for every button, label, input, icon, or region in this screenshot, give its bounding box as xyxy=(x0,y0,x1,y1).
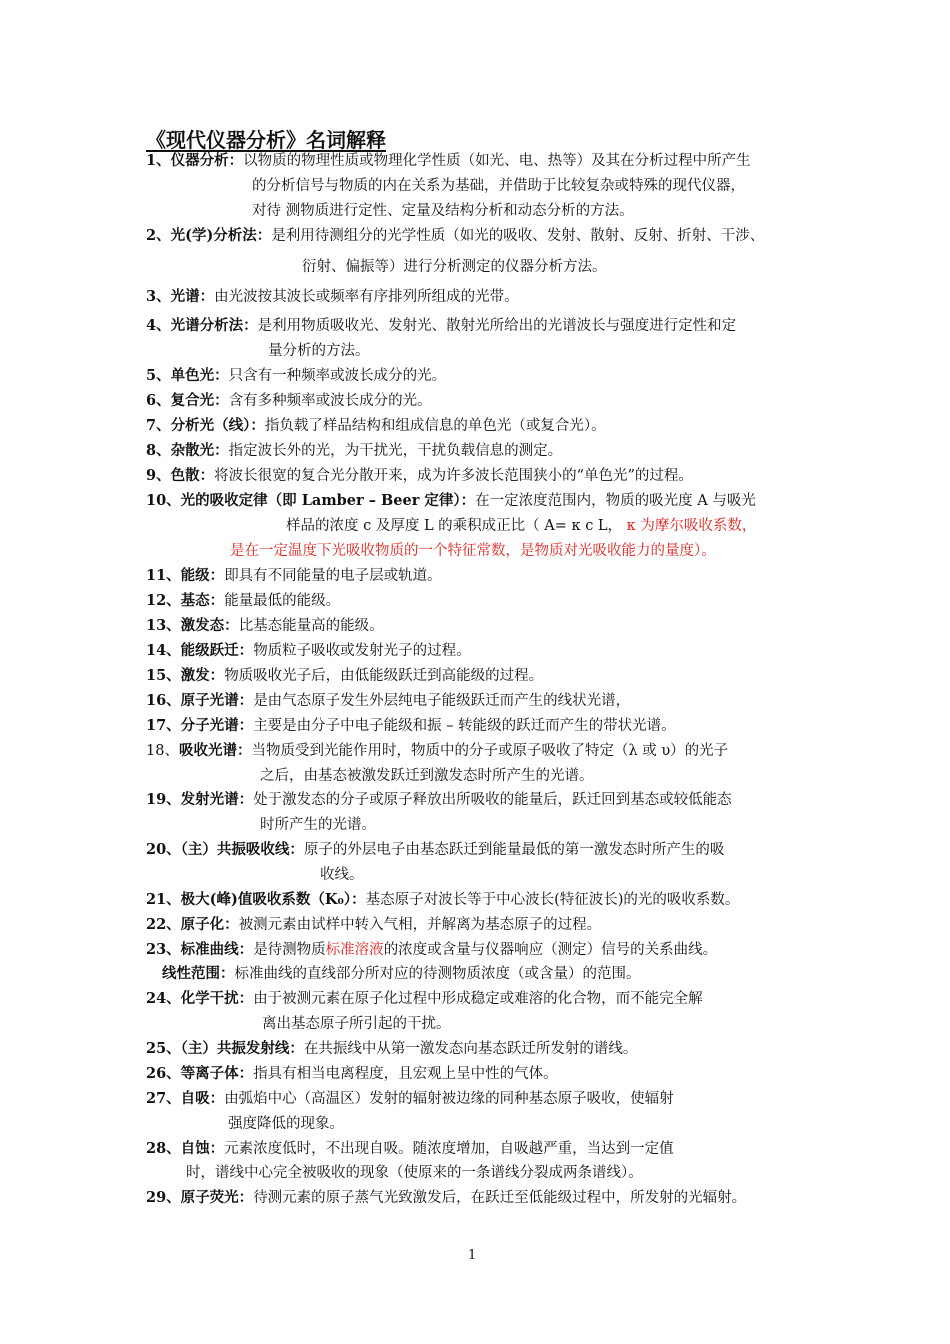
definition-text: 收线。 xyxy=(320,867,364,883)
page-title: 《现代仪器分析》名词解释 xyxy=(146,128,386,152)
text-line xyxy=(146,566,442,586)
definition-text: 物质吸收光子后，由低能级跃迁到高能级的过程。 xyxy=(224,668,544,684)
term-label: 5、单色光： xyxy=(146,367,229,384)
definition-text: 物质粒子吸收或发射光子的过程。 xyxy=(253,643,471,659)
text-line xyxy=(162,964,641,984)
text-line xyxy=(146,1188,746,1208)
text-line xyxy=(146,641,471,661)
term-label: 12、基态： xyxy=(146,592,225,609)
definition-text: 衍射、偏振等）进行分析测定的仪器分析方法。 xyxy=(302,259,607,275)
text-line xyxy=(146,1064,558,1084)
definition-text: 只含有一种频率或波长成分的光。 xyxy=(228,368,447,384)
term-label: 6、复合光： xyxy=(146,392,229,409)
text-line xyxy=(146,441,562,461)
term-label: 16、原子光谱： xyxy=(146,692,254,709)
definition-text: 的浓度或含量与仪器响应（测定）信号的关系曲线。 xyxy=(383,942,718,958)
text-line xyxy=(146,691,630,711)
term-label: 20、（主）共振吸收线： xyxy=(146,841,304,858)
definition-text: 处于激发态的分子或原子释放出所吸收的能量后，跃迁回到基态或较低能态 xyxy=(253,792,732,808)
definition-text: 原子的外层电子由基态跃迁到能量最低的第一激发态时所产生的吸 xyxy=(303,842,725,858)
text-line xyxy=(260,815,376,835)
definition-text: 时，谱线中心完全被吸收的现象（使原来的一条谱线分裂成两条谱线）。 xyxy=(186,1165,643,1181)
definition-text: 由于被测元素在原子化过程中形成稳定或难溶的化合物，而不能完全解 xyxy=(253,991,703,1007)
term-label: 26、等离子体： xyxy=(146,1065,254,1082)
definition-text: 将波长很宽的复合光分散开来，成为许多波长范围狭小的“单色光”的过程。 xyxy=(214,468,693,484)
text-line xyxy=(146,741,728,761)
text-line xyxy=(146,466,693,486)
definition-text: 量分析的方法。 xyxy=(268,343,370,359)
text-line xyxy=(146,1039,637,1059)
definition-text: 样品的浓度 c 及厚度 L 的乘积成正比（ A= κ c L， xyxy=(286,518,627,534)
term-label: 17、分子光谱： xyxy=(146,717,254,734)
text-line xyxy=(146,666,543,686)
text-line xyxy=(146,366,446,386)
term-label: 23、标准曲线： xyxy=(146,941,254,958)
term-label: 21、极大(峰)值吸收系数（K₀）： xyxy=(146,891,366,908)
definition-text: 是由气态原子发生外层纯电子能级跃迁而产生的线状光谱， xyxy=(253,693,631,709)
definition-text: 比基态能量高的能级。 xyxy=(238,618,384,634)
definition-text: 18、 xyxy=(146,743,179,759)
term-label: 27、自吸： xyxy=(146,1090,225,1107)
term-label: 9、色散： xyxy=(146,467,215,484)
definition-text: 是在一定温度下光吸收物质的一个特征常数，是物质对光吸收能力的量度）。 xyxy=(230,543,716,559)
text-line xyxy=(228,1114,344,1134)
text-line xyxy=(320,865,364,885)
term-label: 8、杂散光： xyxy=(146,442,229,459)
text-line xyxy=(146,151,751,171)
term-label: 7、分析光（线）： xyxy=(146,417,265,434)
term-label: 2、光(学)分析法： xyxy=(146,227,272,244)
text-line xyxy=(146,790,732,810)
definition-text: 时所产生的光谱。 xyxy=(260,817,376,833)
text-line xyxy=(146,416,606,436)
term-label: 25、（主）共振发射线： xyxy=(146,1040,304,1057)
term-label: 线性范围： xyxy=(162,965,235,982)
term-label: 1、仪器分析： xyxy=(146,152,244,169)
definition-text: 离出基态原子所引起的干扰。 xyxy=(262,1016,451,1032)
text-line xyxy=(252,176,745,196)
definition-text: 含有多种频率或波长成分的光。 xyxy=(228,393,432,409)
definition-text: 标准曲线的直线部分所对应的待测物质浓度（或含量）的范围。 xyxy=(234,966,641,982)
text-line xyxy=(262,1014,451,1034)
definition-text: 待测元素的原子蒸气光致激发后，在跃迁至低能级过程中，所发射的光辐射。 xyxy=(253,1190,747,1206)
text-line xyxy=(186,1163,643,1183)
definition-text: 指定波长外的光，为干扰光，干扰负载信息的测定。 xyxy=(228,443,563,459)
definition-text: 是待测物质 xyxy=(253,942,326,958)
term-label: 13、激发态： xyxy=(146,617,239,634)
text-line xyxy=(146,287,519,307)
definition-text: 之后，由基态被激发跃迁到激发态时所产生的光谱。 xyxy=(260,768,594,784)
text-line xyxy=(146,391,432,411)
definition-text: 在一定浓度范围内，物质的吸光度 A 与吸光 xyxy=(475,493,756,509)
definition-text: 在共振线中从第一激发态向基态跃迁所发射的谱线。 xyxy=(303,1041,638,1057)
text-line xyxy=(146,616,384,636)
text-line xyxy=(146,716,676,736)
definition-text: 当物质受到光能作用时，物质中的分子或原子吸收了特定（λ 或 υ）的光子 xyxy=(251,743,729,759)
text-line xyxy=(146,1139,674,1159)
text-line xyxy=(146,989,703,1009)
term-label: 吸收光谱： xyxy=(178,742,252,759)
text-line xyxy=(268,341,370,361)
text-line xyxy=(146,316,736,336)
definition-text: 强度降低的现象。 xyxy=(228,1116,344,1132)
text-line xyxy=(302,257,607,277)
text-line xyxy=(146,915,601,935)
definition-text: 基态原子对波长等于中心波长(特征波长)的光的吸收系数。 xyxy=(365,892,740,908)
text-line xyxy=(146,591,340,611)
definition-text: 是利用待测组分的光学性质（如光的吸收、发射、散射、反射、折射、干涉、 xyxy=(271,228,765,244)
definition-text: 元素浓度低时，不出现自吸。随浓度增加，自吸越严重，当达到一定值 xyxy=(224,1141,674,1157)
definition-text: 指负载了样品结构和组成信息的单色光（或复合光）。 xyxy=(264,418,606,434)
definition-text: 能量最低的能级。 xyxy=(224,593,341,609)
text-line xyxy=(146,491,756,511)
page-number: 1 xyxy=(468,1248,477,1263)
definition-text: 主要是由分子中电子能级和振 – 转能级的跃迁而产生的带状光谱。 xyxy=(253,718,676,734)
definition-text: 即具有不同能量的电子层或轨道。 xyxy=(224,568,442,584)
term-label: 14、能级跃迁： xyxy=(146,642,254,659)
definition-text: 被测元素由试样中转入气相，并解离为基态原子的过程。 xyxy=(238,917,602,933)
definition-text: 以物质的物理性质或物理化学性质（如光、电、热等）及其在分析过程中所产生 xyxy=(243,153,751,169)
definition-text: 标准溶液 xyxy=(325,942,384,958)
text-line xyxy=(146,890,739,910)
term-label: 10、光的吸收定律（即 Lamber – Beer 定律）： xyxy=(146,492,476,509)
definition-text: 是利用物质吸收光、发射光、散射光所给出的光谱波长与强度进行定性和定 xyxy=(257,318,737,334)
text-line xyxy=(286,516,756,536)
definition-text: 的分析信号与物质的内在关系为基础，并借助于比较复杂或特殊的现代仪器， xyxy=(252,178,745,194)
term-label: 4、光谱分析法： xyxy=(146,317,258,334)
definition-text: 对待 测物质进行定性、定量及结构分析和动态分析的方法。 xyxy=(252,203,634,219)
text-line xyxy=(230,541,716,561)
text-line xyxy=(252,201,634,221)
term-label: 29、原子荧光： xyxy=(146,1189,254,1206)
text-line xyxy=(260,766,594,786)
text-line xyxy=(146,226,764,246)
definition-text: 指具有相当电离程度，且宏观上呈中性的气体。 xyxy=(253,1066,558,1082)
term-label: 3、光谱： xyxy=(146,288,215,305)
term-label: 22、原子化： xyxy=(146,916,239,933)
text-line xyxy=(146,840,724,860)
term-label: 19、发射光谱： xyxy=(146,791,254,808)
text-line xyxy=(146,1089,674,1109)
definition-text: κ 为摩尔吸收系数， xyxy=(626,518,757,534)
term-label: 15、激发： xyxy=(146,667,225,684)
text-line xyxy=(146,940,717,960)
definition-text: 由光波按其波长或频率有序排列所组成的光带。 xyxy=(214,289,519,305)
term-label: 24、化学干扰： xyxy=(146,990,254,1007)
term-label: 28、自蚀： xyxy=(146,1140,225,1157)
term-label: 11、能级： xyxy=(146,567,225,584)
definition-text: 由弧焰中心（高温区）发射的辐射被边缘的同种基态原子吸收，使辐射 xyxy=(224,1091,674,1107)
